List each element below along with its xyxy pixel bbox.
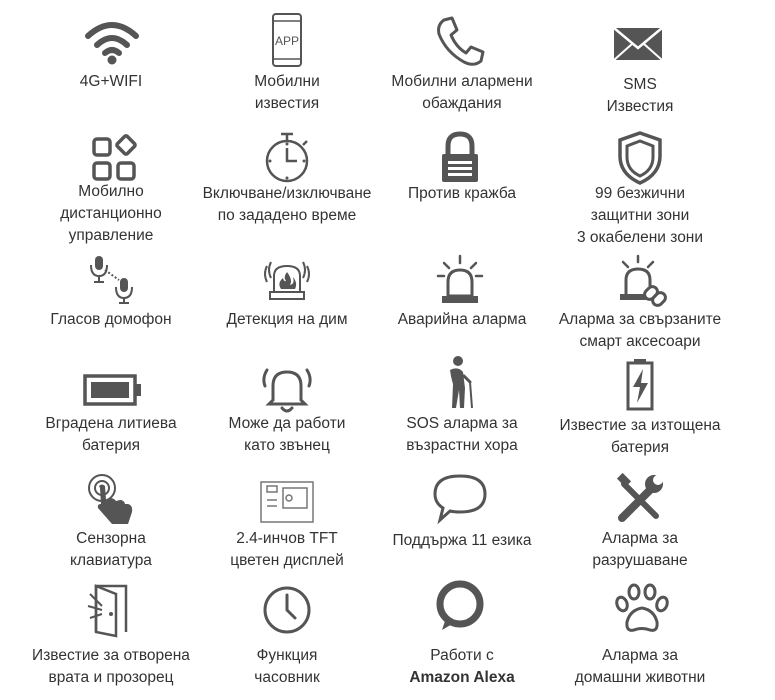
padlock-icon: [430, 130, 490, 186]
battery-low-icon: [610, 357, 670, 413]
stopwatch-icon: [257, 130, 317, 186]
feature-label-tft-display: 2.4-инчов TFT цветен дисплей: [230, 530, 344, 569]
tools-icon: [610, 470, 670, 526]
envelope-icon: [608, 16, 668, 72]
bell-ringing-icon: [257, 360, 317, 416]
feature-label-alexa: Работи с Amazon Alexa: [409, 647, 515, 686]
feature-label-voice-intercom: Гласов домофон: [50, 311, 172, 328]
phone-handset-icon: [430, 14, 490, 70]
feature-label-scheduled-arm: Включване/изключване по зададено време: [202, 185, 372, 224]
alexa-ring-icon: [430, 578, 490, 634]
wifi-icon: [82, 14, 142, 70]
feature-label-smoke-detection: Детекция на дим: [226, 311, 348, 328]
feature-label-emergency-alarm: Аварийна аларма: [397, 311, 527, 328]
feature-label-mobile-alarm-calls: Мобилни алармени обаждания: [391, 73, 533, 112]
feature-label-low-battery: Известие за изтощена батерия: [559, 417, 721, 456]
microphones-icon: [82, 250, 142, 306]
feature-label-linked-accessories: Аларма за свързаните смарт аксесоари: [558, 311, 722, 350]
smartphone-app-icon: [257, 12, 317, 68]
battery-full-icon: [82, 362, 142, 418]
touch-finger-icon: [84, 470, 144, 526]
feature-label-pet-alarm: Аларма за домашни животни: [574, 647, 706, 686]
tft-display-icon: [257, 472, 317, 528]
speech-bubble-icon: [430, 470, 490, 526]
feature-label-sos-elderly: SOS аларма за възрастни хора: [406, 415, 518, 454]
siren-icon: [430, 252, 490, 308]
feature-label-tamper-alarm: Аларма за разрушаване: [592, 530, 688, 569]
feature-label-clock: Функция часовник: [254, 647, 320, 686]
feature-label-languages: Поддържа 11 езика: [392, 532, 532, 549]
feature-label-anti-theft: Против кражба: [407, 185, 517, 202]
shield-icon: [610, 130, 670, 186]
feature-label-door-window: Известие за отворена врата и прозорец: [32, 647, 190, 686]
paw-icon: [612, 582, 672, 638]
feature-label-wifi: 4G+WIFI: [79, 73, 143, 90]
feature-label-mobile-notifications: Мобилни известия: [254, 73, 320, 112]
feature-label-lithium-battery: Вградена литиева батерия: [45, 415, 177, 454]
feature-label-zones: 99 безжични защитни зони 3 окабелени зони: [576, 185, 704, 246]
feature-label-sms: SMS Известия: [606, 76, 674, 115]
elderly-person-icon: [430, 354, 490, 410]
smoke-detector-icon: [257, 252, 317, 308]
siren-link-icon: [610, 252, 670, 308]
app-icon-text: APP: [274, 34, 300, 48]
open-door-icon: [82, 582, 142, 638]
clock-icon: [257, 582, 317, 638]
feature-label-doorbell: Може да работи като звънец: [228, 415, 346, 454]
feature-label-touch-keyboard: Сензорна клавиатура: [70, 530, 152, 569]
feature-label-remote-control: Мобилно дистанционно управление: [60, 183, 162, 244]
